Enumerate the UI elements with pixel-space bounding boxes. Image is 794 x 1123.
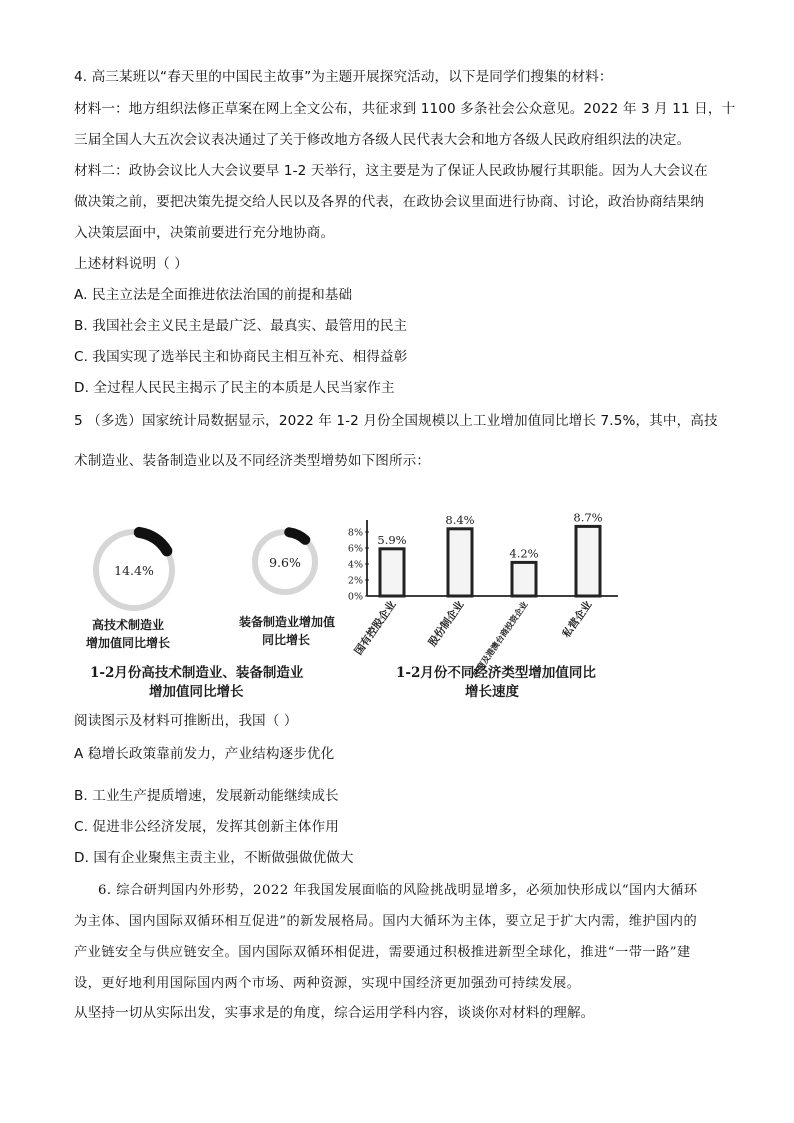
- left-caption-line1: 1-2月份高技术制造业、装备制造业: [90, 665, 304, 681]
- y-tick-label: 4%: [347, 559, 363, 571]
- bar-2: [448, 529, 472, 596]
- q6-question: 从坚持一切从实际出发，实事求是的角度，综合运用学科内容，谈谈你对材料的理解。: [74, 1005, 595, 1021]
- q4-material1-line1: 材料一：地方组织法修正草案在网上全文公布，共征求到 1100 多条社会公众意见。2022 年 3 月 11 日，十: [74, 101, 736, 117]
- bar-3: [512, 562, 536, 596]
- q5-stem-line2: 术制造业、装备制造业以及不同经济类型增势如下图所示：: [74, 453, 431, 469]
- left-caption-line2: 增加值同比增长: [149, 684, 244, 700]
- y-tick-label: 0%: [347, 591, 363, 603]
- q6-line1: 6. 综合研判国内外形势，2022 年我国发展面临的风险挑战明显增多，必须加快形成以“国内大循环: [98, 883, 698, 898]
- bar-chart-economic-types: [348, 510, 618, 679]
- y-tick-label: 6%: [347, 543, 363, 555]
- q4-question: 上述材料说明（ ）: [74, 256, 188, 272]
- q4-stem: 4. 高三某班以“春天里的中国民主故事”为主题开展探究活动，以下是同学们搜集的材料：: [74, 69, 613, 85]
- q6-line3: 产业链安全与供应链安全。国内国际双循环相促进，需要通过积极推进新型全球化，推进“一带一路”建: [74, 945, 691, 960]
- bar-caption-line2: 增长速度: [465, 684, 519, 700]
- ring-label-equipment-line1: 装备制造业增加值: [239, 615, 336, 629]
- q6-line4: 设，更好地利用国际国内两个市场、两种资源，实现中国经济更加强劲可持续发展。: [74, 976, 581, 991]
- q4-option-a: A. 民主立法是全面推进依法治国的前提和基础: [74, 287, 353, 303]
- bar-4: [576, 526, 600, 596]
- q5-question: 阅读图示及材料可推断出，我国（ ）: [74, 713, 298, 729]
- category-label: 股份制企业: [426, 598, 467, 649]
- q6-line2: 为主体、国内国际双循环相互促进”的新发展格局。国内大循环为主体，要立足于扩大内需，维护国内的: [74, 914, 698, 929]
- bar-value-label: 8.4%: [445, 512, 475, 527]
- bar-value-label: 4.2%: [509, 546, 539, 561]
- q4-material1-line2: 三届全国人大五次会议表决通过了关于修改地方各级人民代表大会和地方各级人民政府组织法的决定。: [74, 132, 691, 148]
- bar-value-label: 5.9%: [377, 532, 407, 547]
- ring-label-high-tech-line1: 高技术制造业: [92, 618, 165, 632]
- ring-arc-equipment: [289, 532, 305, 540]
- q5-figure: [74, 500, 634, 705]
- q5-option-d: D. 国有企业聚焦主责主业，不断做强做优做大: [74, 850, 354, 866]
- category-label: 外商及港澳台商投资企业: [469, 599, 530, 679]
- bar-1: [380, 549, 404, 596]
- q5-stem-line1: 5 （多选）国家统计局数据显示，2022 年 1-2 月份全国规模以上工业增加值同比增长 7.5%，其中，高技: [74, 413, 718, 429]
- ring-chart-high-tech: [96, 532, 172, 608]
- q4-material2-line2: 做决策之前，要把决策先提交给人民以及各界的代表，在政协会议里面进行协商、讨论，政治协商结果纳: [74, 194, 704, 210]
- q4-material2-line3: 入决策层面中，决策前要进行充分地协商。: [74, 225, 335, 241]
- category-label: 私营企业: [560, 598, 595, 641]
- bar-value-label: 8.7%: [573, 510, 603, 525]
- ring-value-high-tech: 14.4%: [114, 563, 154, 578]
- q5-option-a: A 稳增长政策靠前发力，产业结构逐步优化: [74, 746, 335, 762]
- y-tick-label: 8%: [347, 527, 363, 539]
- ring-arc-high-tech: [139, 532, 167, 551]
- ring-label-equipment-line2: 同比增长: [262, 633, 311, 647]
- q4-material2-line1: 材料二：政协会议比人大会议要早 1-2 天举行，这主要是为了保证人民政协履行其职能。因为人大会议在: [74, 163, 708, 179]
- y-tick-label: 2%: [347, 575, 363, 587]
- q5-option-c: C. 促进非公经济发展，发挥其创新主体作用: [74, 819, 339, 835]
- q4-option-b: B. 我国社会主义民主是最广泛、最真实、最管用的民主: [74, 318, 408, 334]
- q5-option-b: B. 工业生产提质增速，发展新动能继续成长: [74, 788, 339, 804]
- q4-option-c: C. 我国实现了选举民主和协商民主相互补充、相得益彰: [74, 349, 408, 365]
- bar-caption-line1: 1-2月份不同经济类型增加值同比: [396, 665, 596, 681]
- q4-option-d: D. 全过程人民民主揭示了民主的本质是人民当家作主: [74, 380, 395, 396]
- ring-chart-equipment: [255, 532, 315, 592]
- category-label: 国有控股企业: [352, 598, 399, 658]
- ring-label-high-tech-line2: 增加值同比增长: [86, 636, 171, 650]
- ring-value-equipment: 9.6%: [269, 555, 301, 570]
